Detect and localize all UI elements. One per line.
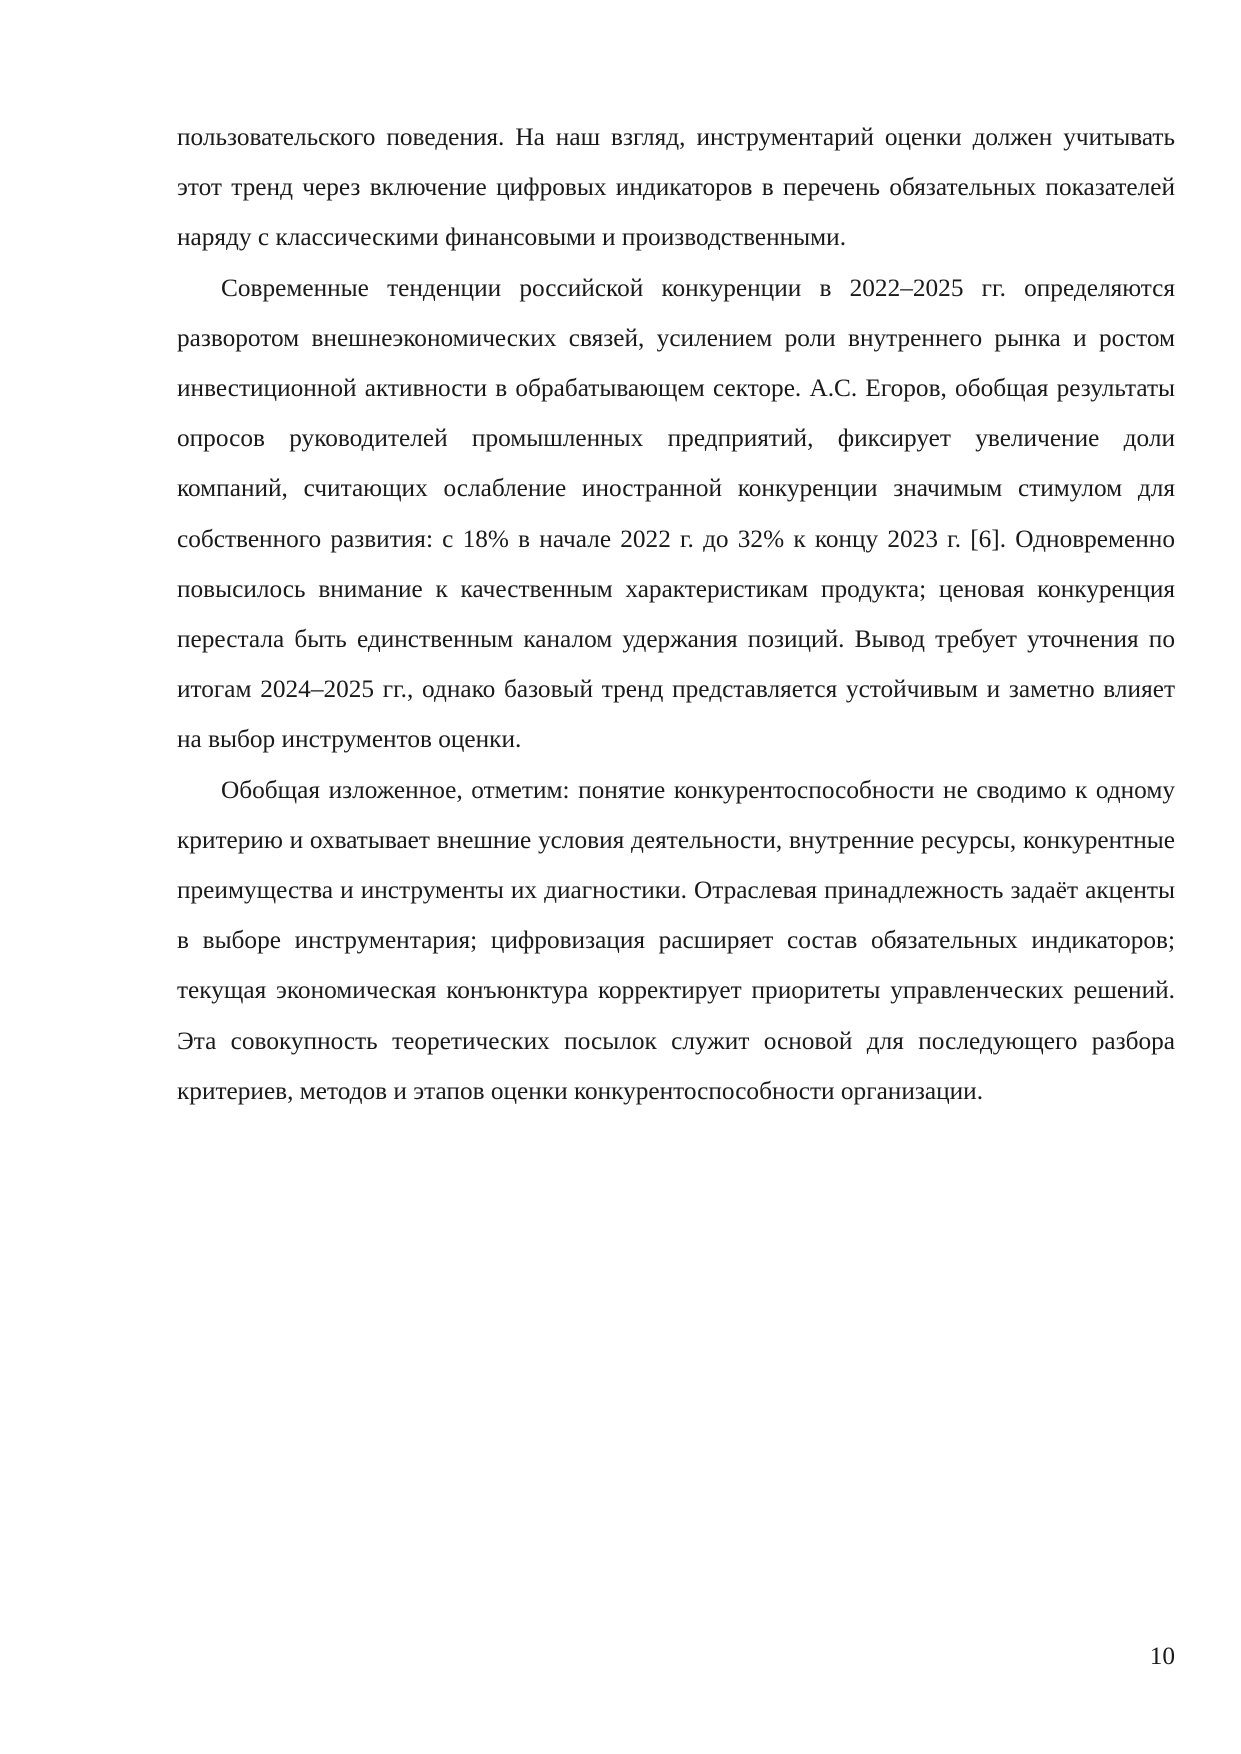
paragraph-competition-trends: Современные тенденции российской конкуренции в 2022–2025 гг. определяются разворотом внешнеэкономических связей, усилением роли внутреннего рынка и ростом инвестиционной активности в обрабатывающем секторе. А.С. Егоров, обобщая результаты опросов руководителей промышленных предприятий, фиксирует увеличение доли компаний, считающих ослабление иностранной конкуренции значимым стимулом для собственного развития: с 18% в начале 2022 г. до 32% к концу 2023 г. [6]. Одновременно повысилось внимание к качественным характеристикам продукта; ценовая конкуренция перестала быть единственным каналом удержания позиций. Вывод требует уточнения по итогам 2024–2025 гг., однако базовый тренд представляется устойчивым и заметно влияет на выбор инструментов оценки. [177,273,1175,754]
paragraph-continuation: пользовательского поведения. На наш взгляд, инструментарий оценки должен учитывать этот тренд через включение цифровых индикаторов в перечень обязательных показателей наряду с классическими финансовыми и производственными. [177,123,1175,252]
page-number: 10 [1149,1642,1175,1670]
body-text [177,112,1175,1116]
paragraph-conclusion: Обобщая изложенное, отметим: понятие конкурентоспособности не сводимо к одному критерию и охватывает внешние условия деятельности, внутренние ресурсы, конкурентные преимущества и инструменты их диагностики. Отраслевая принадлежность задаёт акценты в выборе инструментария; цифровизация расширяет состав обязательных индикаторов; текущая экономическая конъюнктура корректирует приоритеты управленческих решений. Эта совокупность теоретических посылок служит основой для последующего разбора критериев, методов и этапов оценки конкурентоспособности организации. [177,775,1175,1105]
